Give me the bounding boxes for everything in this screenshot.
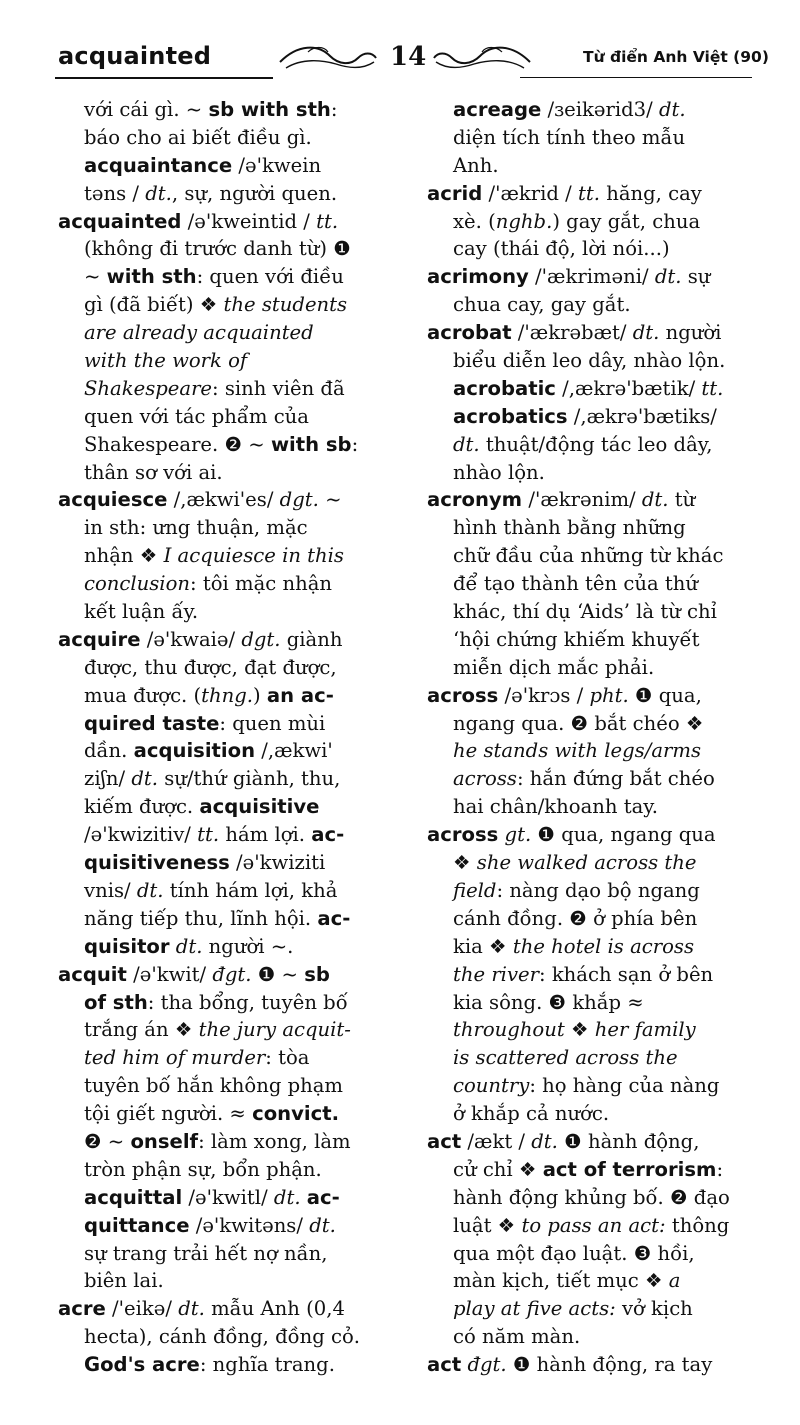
italic-text: Shakespeare bbox=[84, 376, 213, 400]
definition-text: vnis/ bbox=[84, 878, 137, 902]
entry-line bbox=[427, 598, 757, 626]
definition-text: ngang qua. ❷ bắt chéo ❖ bbox=[453, 711, 704, 735]
entry-line bbox=[427, 1044, 757, 1072]
entry-line bbox=[58, 821, 390, 849]
italic-text: the jury acquit- bbox=[198, 1018, 351, 1042]
definition-text: : khách sạn ở bên bbox=[538, 962, 714, 986]
definition-text: : quen mùi bbox=[219, 711, 326, 735]
definition-text: ❶ hành động, ra tay bbox=[506, 1353, 713, 1377]
headword: quittance bbox=[84, 1213, 190, 1237]
entry-line bbox=[427, 1016, 757, 1044]
entry-line bbox=[427, 235, 757, 263]
entry-head-line bbox=[427, 486, 757, 514]
italic-text: dt. bbox=[145, 181, 172, 205]
entry-head-line bbox=[58, 1295, 390, 1323]
left-column bbox=[58, 96, 390, 1379]
definition-text: báo cho ai biết điều gì. bbox=[84, 125, 312, 149]
entry-head-line bbox=[427, 1128, 757, 1156]
entry-line bbox=[58, 235, 390, 263]
italic-text: nghb. bbox=[495, 209, 553, 233]
italic-text: is scattered across the bbox=[453, 1046, 678, 1070]
entry-line bbox=[427, 654, 757, 682]
entry-line bbox=[58, 291, 390, 319]
entry-line bbox=[58, 905, 390, 933]
headword: acquit bbox=[58, 962, 127, 986]
definition-text: luật ❖ bbox=[453, 1213, 522, 1237]
definition-text: ~ bbox=[84, 265, 107, 289]
entry-line bbox=[427, 1212, 757, 1240]
entry-line bbox=[58, 877, 390, 905]
entry-line bbox=[427, 403, 757, 431]
definition-text: : hắn đứng bắt chéo bbox=[516, 767, 715, 791]
entry-line bbox=[427, 514, 757, 542]
italic-text: with the work of bbox=[84, 349, 248, 373]
definition-text: người bbox=[659, 321, 722, 345]
right-column bbox=[427, 96, 757, 1379]
definition-text: thuật/động tác leo dây, bbox=[479, 432, 713, 456]
definition-text: /'ækrəbæt/ bbox=[511, 321, 633, 345]
entry-line bbox=[427, 1240, 757, 1268]
entry-line bbox=[427, 208, 757, 236]
italic-text: the river bbox=[453, 962, 539, 986]
definition-text: hình thành bằng những bbox=[453, 516, 686, 540]
headword: God's acre bbox=[84, 1353, 200, 1377]
entry-line bbox=[58, 570, 390, 598]
headword: act of terrorism bbox=[542, 1157, 717, 1181]
definition-text: ‘hội chứng khiếm khuyết bbox=[453, 627, 700, 651]
definition-text: giành bbox=[280, 627, 343, 651]
entry-line bbox=[427, 291, 757, 319]
definition-text: chua cay, gay gắt. bbox=[453, 293, 631, 317]
entry-line bbox=[58, 180, 390, 208]
entry-line bbox=[427, 459, 757, 487]
entry-line bbox=[58, 459, 390, 487]
page-number: 14 bbox=[390, 42, 427, 72]
definition-text: hám lợi. bbox=[219, 823, 312, 847]
headword: acrobat bbox=[427, 321, 512, 345]
definition-text: /ə'kwit/ bbox=[126, 962, 213, 986]
definition-text: : tôi mặc nhận bbox=[190, 572, 332, 596]
header-rule bbox=[55, 77, 273, 79]
definition-text: : làm xong, làm bbox=[198, 1129, 351, 1153]
definition-text: (không đi trước danh từ) ❶ bbox=[84, 237, 351, 261]
italic-text: tt. bbox=[578, 181, 600, 205]
definition-text: /ə'kwitəns/ bbox=[189, 1213, 310, 1237]
entry-head-line bbox=[427, 263, 757, 291]
entry-line bbox=[58, 431, 390, 459]
definition-text: ziʃn/ bbox=[84, 767, 132, 791]
entry-line bbox=[58, 514, 390, 542]
italic-text: dt. bbox=[632, 321, 660, 345]
italic-text: the students bbox=[223, 293, 348, 317]
definition-text: biên lai. bbox=[84, 1269, 164, 1293]
headword: acquittal bbox=[84, 1185, 183, 1209]
entry-line bbox=[58, 542, 390, 570]
definition-text: quen với tác phẩm của bbox=[84, 404, 309, 428]
italic-text: country bbox=[453, 1074, 530, 1098]
definition-text: mua được. ( bbox=[84, 683, 202, 707]
entry-line bbox=[58, 1267, 390, 1295]
definition-text: : họ hàng của nàng bbox=[529, 1074, 720, 1098]
italic-text: dt. bbox=[531, 1129, 558, 1153]
definition-text: /,ækwi'es/ bbox=[167, 488, 280, 512]
italic-text: dt. bbox=[131, 767, 159, 791]
entry-line bbox=[427, 1323, 757, 1351]
headword: ac- bbox=[306, 1185, 340, 1209]
definition-text: : bbox=[330, 98, 338, 121]
entry-line bbox=[58, 263, 390, 291]
definition-text: diện tích tính theo mẫu bbox=[453, 125, 686, 149]
definition-text: hai chân/khoanh tay. bbox=[453, 795, 658, 819]
definition-text: ❷ ~ bbox=[84, 1129, 131, 1153]
definition-text: dần. bbox=[84, 739, 134, 763]
entry-line bbox=[427, 96, 757, 124]
italic-text: the hotel is across bbox=[512, 934, 695, 958]
entry-line bbox=[58, 1240, 390, 1268]
entry-head-line bbox=[427, 821, 757, 849]
italic-text: she walked across the bbox=[476, 851, 697, 875]
definition-text: /ækt / bbox=[461, 1129, 532, 1153]
entry-line bbox=[427, 375, 757, 403]
definition-text: màn kịch, tiết mục ❖ bbox=[453, 1269, 669, 1293]
headword: acquainted bbox=[58, 209, 182, 233]
definition-text: cay (thái độ, lời nói...) bbox=[453, 237, 670, 261]
definition-text: vở kịch bbox=[615, 1297, 693, 1321]
italic-text: I acquiesce in this bbox=[163, 544, 344, 568]
definition-text: ❶ hành động, bbox=[557, 1129, 700, 1153]
entry-line bbox=[427, 877, 757, 905]
headword: ac- bbox=[317, 906, 351, 930]
entry-line bbox=[58, 1323, 390, 1351]
italic-text: field bbox=[453, 878, 497, 902]
definition-text: gì (đã biết) ❖ bbox=[84, 293, 224, 317]
entry-line bbox=[58, 1100, 390, 1128]
headword: sb bbox=[304, 962, 330, 986]
headword: acreage bbox=[453, 98, 542, 121]
headword: quisitor bbox=[84, 934, 170, 958]
definition-text: ở khắp cả nước. bbox=[453, 1102, 610, 1126]
entry-line bbox=[427, 989, 757, 1017]
headword: quired taste bbox=[84, 711, 220, 735]
entry-line bbox=[427, 765, 757, 793]
entry-line bbox=[58, 682, 390, 710]
entry-line bbox=[427, 347, 757, 375]
entry-line bbox=[427, 1100, 757, 1128]
italic-text: dt. bbox=[136, 878, 164, 902]
page-header bbox=[0, 0, 800, 95]
italic-text: he stands with legs/arms bbox=[453, 739, 702, 763]
entry-line bbox=[58, 319, 390, 347]
italic-text: dt. bbox=[658, 98, 686, 121]
italic-text: tt. bbox=[701, 376, 724, 400]
entry-line bbox=[427, 849, 757, 877]
italic-text: dgt. bbox=[241, 627, 281, 651]
definition-text: người ~. bbox=[202, 934, 294, 958]
headword: an ac- bbox=[266, 683, 334, 707]
definition-text: xè. ( bbox=[453, 209, 496, 233]
headword: across bbox=[427, 683, 499, 707]
italic-text: across bbox=[453, 767, 517, 791]
entry-line bbox=[427, 737, 757, 765]
definition-text: /ə'kwaiə/ bbox=[140, 627, 242, 651]
definition-text: Shakespeare. ❷ ~ bbox=[84, 432, 271, 456]
guide-word: acquainted bbox=[58, 42, 212, 70]
headword: acrid bbox=[427, 181, 483, 205]
definition-text: ) gay gắt, chua bbox=[552, 209, 701, 233]
entry-line bbox=[427, 124, 757, 152]
definition-text: : nàng dạo bộ ngang bbox=[496, 878, 700, 902]
headword: acquisition bbox=[133, 739, 256, 763]
definition-text: trắng án ❖ bbox=[84, 1018, 199, 1042]
definition-text: təns / bbox=[84, 181, 146, 205]
entry-line bbox=[58, 598, 390, 626]
definition-text: miễn dịch mắc phải. bbox=[453, 655, 655, 679]
definition-text: nhận ❖ bbox=[84, 544, 164, 568]
definition-text: in sth: ưng thuận, mặc bbox=[84, 516, 308, 540]
flourish-left-icon bbox=[278, 38, 378, 78]
entry-head-line bbox=[427, 319, 757, 347]
definition-text: năng tiếp thu, lĩnh hội. bbox=[84, 906, 318, 930]
entry-line bbox=[58, 793, 390, 821]
entry-line bbox=[58, 152, 390, 180]
definition-text: kiếm được. bbox=[84, 795, 200, 819]
definition-text: /'ækrənim/ bbox=[522, 488, 642, 512]
entry-line bbox=[58, 96, 390, 124]
definition-text: : quen với điều bbox=[196, 265, 344, 289]
definition-text: : bbox=[716, 1157, 724, 1181]
italic-text: dt. bbox=[453, 432, 480, 456]
entry-head-line bbox=[427, 180, 757, 208]
entry-line bbox=[58, 375, 390, 403]
definition-text: ~ bbox=[318, 488, 342, 512]
definition-text: chữ đầu của những từ khác bbox=[453, 544, 724, 568]
definition-text: tính hám lợi, khả bbox=[163, 878, 338, 902]
headword: sb with sth bbox=[208, 98, 331, 121]
entry-line bbox=[427, 1156, 757, 1184]
headword: acrimony bbox=[427, 265, 529, 289]
definition-text: sự bbox=[681, 265, 711, 289]
italic-text: gt. bbox=[504, 823, 532, 847]
headword: acrobatic bbox=[453, 376, 556, 400]
entry-line bbox=[427, 1184, 757, 1212]
entry-line bbox=[58, 403, 390, 431]
definition-text: biểu diễn leo dây, nhào lộn. bbox=[453, 349, 726, 373]
entry-line bbox=[58, 1184, 390, 1212]
italic-text: thng. bbox=[201, 683, 254, 707]
entry-line bbox=[58, 347, 390, 375]
headword: with sb bbox=[270, 432, 352, 456]
italic-text: dt. bbox=[178, 1297, 205, 1321]
italic-text: a bbox=[668, 1269, 681, 1293]
definition-text: ❖ bbox=[564, 1018, 595, 1042]
entry-line bbox=[58, 1212, 390, 1240]
definition-text: /ɜeikərid3/ bbox=[541, 98, 659, 121]
definition-text: kia ❖ bbox=[453, 934, 513, 958]
definition-text: : tòa bbox=[265, 1046, 310, 1070]
definition-text: /ə'krɔs / bbox=[498, 683, 590, 707]
definition-text: hecta), cánh đồng, đồng cỏ. bbox=[84, 1325, 361, 1349]
headword: quisitiveness bbox=[84, 851, 230, 875]
definition-text: /ə'kwein bbox=[232, 153, 322, 177]
definition-text: ❶ qua, bbox=[628, 683, 702, 707]
entry-line bbox=[58, 654, 390, 682]
italic-text: đgt. bbox=[467, 1353, 507, 1377]
italic-text: dt. bbox=[309, 1213, 336, 1237]
definition-text: /'eikə/ bbox=[105, 1297, 179, 1321]
headword: acrobatics bbox=[453, 404, 568, 428]
entry-line bbox=[427, 431, 757, 459]
headword: acquisitive bbox=[199, 795, 320, 819]
entry-line bbox=[58, 849, 390, 877]
italic-text: her family bbox=[594, 1018, 696, 1042]
definition-text: /'ækriməni/ bbox=[528, 265, 655, 289]
definition-text: ❖ bbox=[453, 851, 477, 875]
entry-line bbox=[427, 933, 757, 961]
entry-line bbox=[58, 1044, 390, 1072]
headword: onself bbox=[130, 1129, 199, 1153]
italic-text: tt. bbox=[197, 823, 220, 847]
entry-line bbox=[427, 1072, 757, 1100]
definition-text: qua một đạo luật. ❸ hồi, bbox=[453, 1241, 695, 1265]
definition-text: thân sơ với ai. bbox=[84, 460, 223, 484]
entry-line bbox=[58, 737, 390, 765]
italic-text: dt. bbox=[273, 1185, 301, 1209]
header-rule-right bbox=[520, 77, 752, 78]
entry-line bbox=[58, 1351, 390, 1379]
definition-text: : sinh viên đã bbox=[212, 376, 345, 400]
definition-text: cánh đồng. ❷ ở phía bên bbox=[453, 906, 698, 930]
italic-text: to pass an act: bbox=[521, 1213, 666, 1237]
definition-text: ❶ qua, ngang qua bbox=[531, 823, 716, 847]
definition-text: cử chỉ ❖ bbox=[453, 1157, 543, 1181]
entry-line bbox=[427, 710, 757, 738]
italic-text: play at five acts: bbox=[453, 1297, 616, 1321]
entry-line bbox=[427, 1267, 757, 1295]
headword: of sth bbox=[84, 990, 148, 1014]
definition-text: kia sông. ❸ khắp ≈ bbox=[453, 990, 644, 1014]
definition-text: /,ækrə'bætik/ bbox=[555, 376, 702, 400]
entry-line bbox=[58, 989, 390, 1017]
entry-head-line bbox=[58, 626, 390, 654]
entry-line bbox=[58, 1016, 390, 1044]
headword: convict. bbox=[252, 1102, 340, 1126]
definition-text: mẫu Anh (0,4 bbox=[204, 1297, 345, 1321]
entry-line bbox=[427, 1295, 757, 1323]
headword: acquaintance bbox=[84, 153, 233, 177]
entry-head-line bbox=[58, 208, 390, 236]
italic-text: dgt. bbox=[279, 488, 319, 512]
definition-text: /'ækrid / bbox=[482, 181, 578, 205]
headword: across bbox=[427, 823, 499, 847]
italic-text: đgt. bbox=[212, 962, 252, 986]
definition-text: với cái gì. ~ bbox=[84, 98, 209, 121]
headword: acquiesce bbox=[58, 488, 168, 512]
definition-text: nhào lộn. bbox=[453, 460, 545, 484]
definition-text: /ə'kwiziti bbox=[229, 851, 326, 875]
definition-text: hăng, cay bbox=[599, 181, 702, 205]
italic-text: tt. bbox=[316, 209, 339, 233]
flourish-right-icon bbox=[432, 38, 532, 78]
entry-line bbox=[427, 570, 757, 598]
entry-line bbox=[58, 1156, 390, 1184]
entry-line bbox=[58, 933, 390, 961]
definition-text: /,ækwi' bbox=[255, 739, 333, 763]
italic-text: conclusion bbox=[84, 572, 190, 596]
entry-head-line bbox=[427, 1351, 757, 1379]
italic-text: dt. bbox=[175, 934, 203, 958]
headword: ac- bbox=[311, 823, 345, 847]
entry-line bbox=[427, 626, 757, 654]
headword: act bbox=[427, 1129, 462, 1153]
definition-text: tuyên bố hắn không phạm bbox=[84, 1074, 344, 1098]
entry-line bbox=[58, 765, 390, 793]
entry-line bbox=[58, 1128, 390, 1156]
entry-head-line bbox=[58, 961, 390, 989]
italic-text: ted him of murder bbox=[84, 1046, 266, 1070]
definition-text: : nghĩa trang. bbox=[199, 1353, 335, 1377]
italic-text: throughout bbox=[453, 1018, 565, 1042]
definition-text: có năm màn. bbox=[453, 1325, 581, 1349]
italic-text: dt. bbox=[654, 265, 682, 289]
definition-text: , sự, người quen. bbox=[171, 181, 338, 205]
definition-text: : tha bổng, tuyên bố bbox=[147, 990, 348, 1014]
entry-line bbox=[427, 961, 757, 989]
headword: acronym bbox=[427, 488, 523, 512]
definition-text: : bbox=[351, 432, 359, 456]
entry-head-line bbox=[427, 682, 757, 710]
definition-text: /ə'kwitl/ bbox=[182, 1185, 274, 1209]
definition-text: tội giết người. ≈ bbox=[84, 1102, 253, 1126]
book-title: Từ điển Anh Việt (90) bbox=[583, 48, 769, 66]
entry-head-line bbox=[58, 486, 390, 514]
definition-text: /ə'kweintid / bbox=[181, 209, 317, 233]
definition-text: từ bbox=[668, 488, 696, 512]
definition-text: sự/thứ giành, thu, bbox=[158, 767, 341, 791]
definition-text: ) bbox=[253, 683, 267, 707]
definition-text: ❶ ~ bbox=[251, 962, 305, 986]
definition-text: kết luận ấy. bbox=[84, 600, 199, 624]
italic-text: pht. bbox=[589, 683, 629, 707]
definition-text: để tạo thành tên của thứ bbox=[453, 572, 698, 596]
entry-line bbox=[427, 905, 757, 933]
entry-line bbox=[427, 793, 757, 821]
entry-line bbox=[427, 152, 757, 180]
definition-text: sự trang trải hết nợ nần, bbox=[84, 1241, 328, 1265]
entry-line bbox=[58, 124, 390, 152]
entry-line bbox=[58, 710, 390, 738]
headword: act bbox=[427, 1353, 462, 1377]
headword: acquire bbox=[58, 627, 141, 651]
italic-text: are already acquainted bbox=[84, 321, 314, 345]
italic-text: dt. bbox=[641, 488, 669, 512]
definition-text: /ə'kwizitiv/ bbox=[84, 823, 198, 847]
headword: with sth bbox=[106, 265, 197, 289]
definition-text: tròn phận sự, bổn phận. bbox=[84, 1157, 322, 1181]
definition-text: hành động khủng bố. ❷ đạo bbox=[453, 1185, 730, 1209]
entry-line bbox=[58, 1072, 390, 1100]
definition-text: /,ækrə'bætiks/ bbox=[567, 404, 717, 428]
definition-text: được, thu được, đạt được, bbox=[84, 655, 337, 679]
definition-text: khác, thí dụ ‘Aids’ là từ chỉ bbox=[453, 600, 717, 624]
definition-text: Anh. bbox=[453, 153, 499, 177]
definition-text: thông bbox=[665, 1213, 730, 1237]
headword: acre bbox=[58, 1297, 106, 1321]
entry-line bbox=[427, 542, 757, 570]
